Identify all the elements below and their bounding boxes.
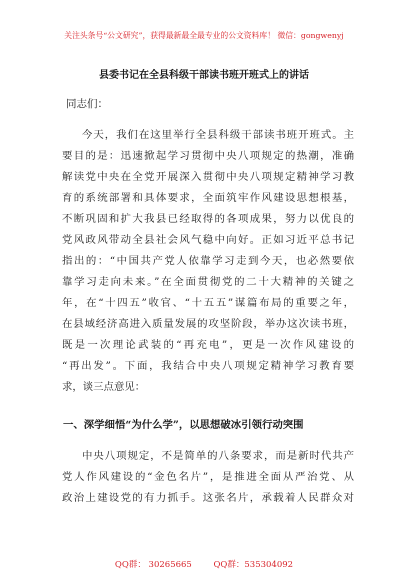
document-title: 县委书记在全县科级干部读书班开班式上的讲话 xyxy=(99,70,309,81)
promo-banner: 关注头条号“公文研究”，获得最新最全最专业的公文资料库！ 微信：gongwenyj xyxy=(64,31,344,40)
paragraph-line: 求，谈三点意见： xyxy=(62,381,146,393)
paragraph-line: 年，在“十四五”收官、“十五五”谋篇布局的重要之年， xyxy=(62,297,354,309)
salutation: 同志们： xyxy=(66,98,108,110)
paragraph-line: 中央八项规定，不是简单的八条要求，而是新时代共产 xyxy=(82,450,354,462)
paragraph-line: 既是一次理论武装的“再充电”，更是一次作风建设的 xyxy=(62,339,354,351)
paragraph-line: 党人作风建设的“金色名片”，是推进全面从严治党、从 xyxy=(62,471,354,483)
paragraph-line: 靠学习走向未来。”在全面贯彻党的二十大精神的关键之 xyxy=(62,276,354,288)
paragraph-line: 不断巩固和扩大我县已经取得的各项成果，努力以优良的 xyxy=(62,213,354,225)
paragraph-line: 党风政风带动全县社会风气稳中向好。正如习近平总书记 xyxy=(62,234,354,246)
paragraph-line: 育的系统部署和具体要求，全面筑牢作风建设思想根基， xyxy=(62,192,354,204)
footer-qq-groups: QQ群： 30265665 QQ群：535304092 xyxy=(114,560,294,570)
paragraph-line: 今天，我们在这里举行全县科级干部读书班开班式。主 xyxy=(82,129,354,141)
paragraph-line: 要目的是：迅速掀起学习贯彻中央八项规定的热潮，准确 xyxy=(62,150,354,162)
section-heading: 一、深学细悟“为什么学”，以思想破冰引领行动突围 xyxy=(63,419,304,431)
paragraph-line: “再出发”。下面，我结合中央八项规定精神学习教育要 xyxy=(62,360,354,372)
paragraph-line: 解读党中央在全党开展深入贯彻中央八项规定精神学习教 xyxy=(62,171,354,183)
paragraph-line: 指出的：“中国共产党人依靠学习走到今天，也必然要依 xyxy=(62,255,354,267)
paragraph-line: 政治上建设党的有力抓手。这张名片，承载着人民群众对 xyxy=(62,492,354,504)
paragraph-line: 在县域经济高进入质量发展的攻坚阶段，举办这次读书班， xyxy=(62,318,354,330)
